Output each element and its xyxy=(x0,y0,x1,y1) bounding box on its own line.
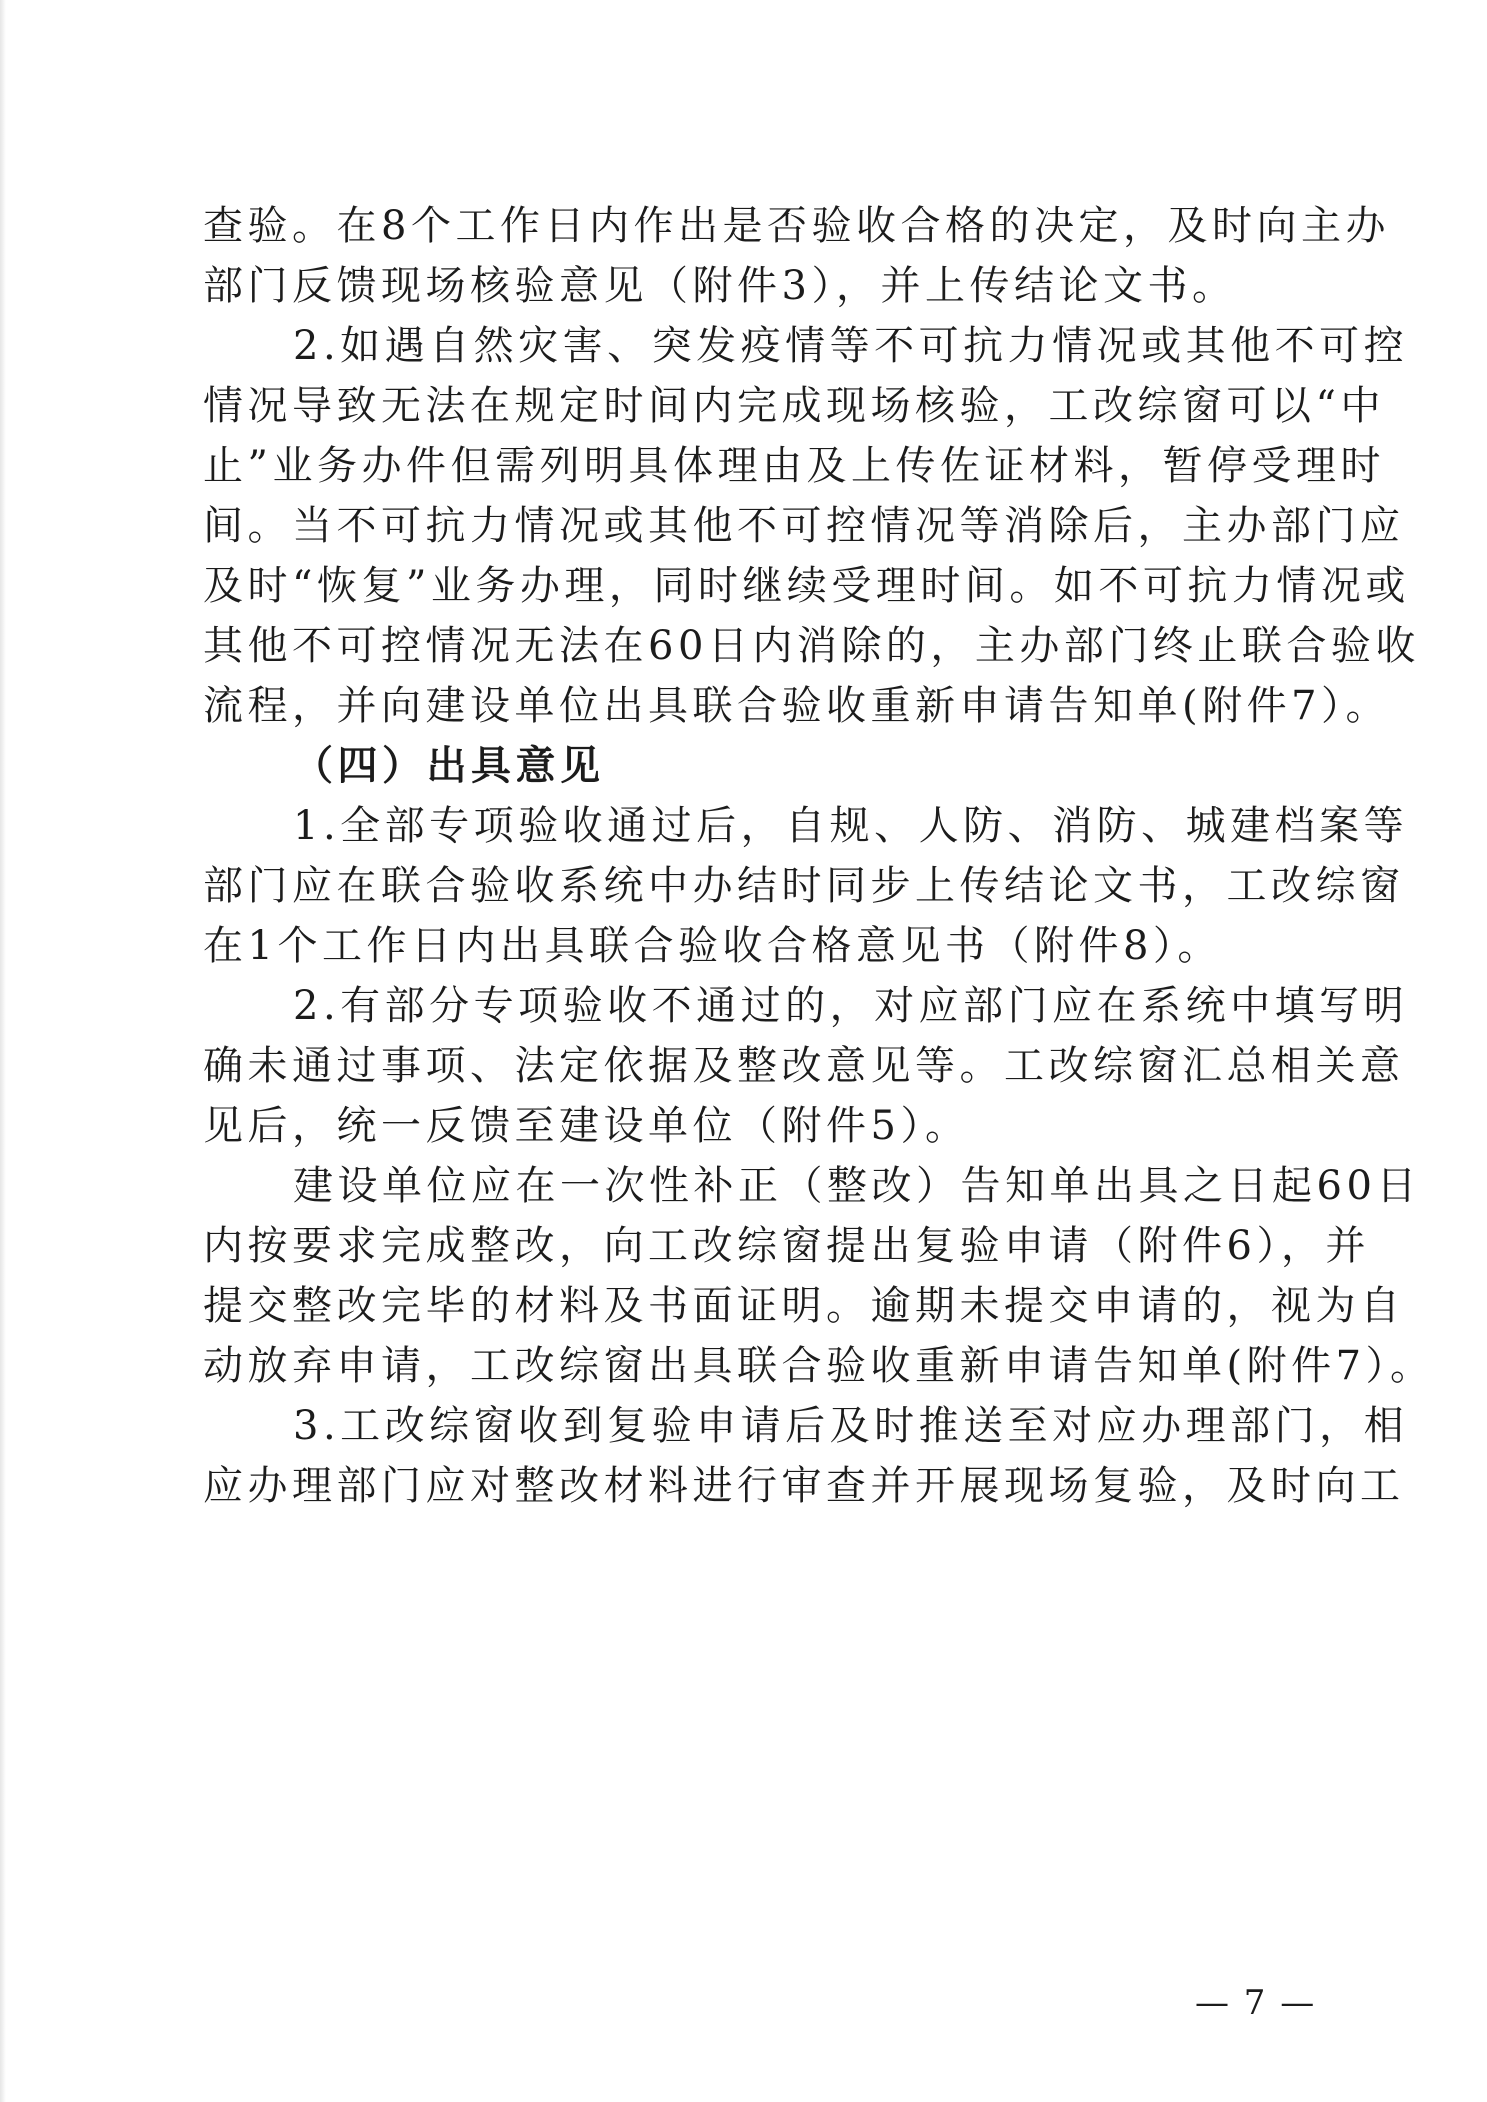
text-line: 内按要求完成整改，向工改综窗提出复验申请（附件6），并 xyxy=(203,1223,1370,1269)
text-line: 动放弃申请，工改综窗出具联合验收重新申请告知单(附件7）。 xyxy=(203,1343,1435,1389)
text-line: 部门反馈现场核验意见（附件3），并上传结论文书。 xyxy=(203,263,1237,309)
section-heading: （四）出具意见 xyxy=(293,742,605,789)
text-line: 应办理部门应对整改材料进行审查并开展现场复验，及时向工 xyxy=(203,1463,1405,1509)
text-line: 1.全部专项验收通过后，自规、人防、消防、城建档案等 xyxy=(293,803,1409,849)
text-line: 止”业务办件但需列明具体理由及上传佐证材料，暂停受理时 xyxy=(203,443,1385,489)
text-line: 确未通过事项、法定依据及整改意见等。工改综窗汇总相关意 xyxy=(203,1043,1405,1089)
text-line: 部门应在联合验收系统中办结时同步上传结论文书，工改综窗 xyxy=(203,863,1405,909)
text-line: 其他不可控情况无法在60日内消除的，主办部门终止联合验收 xyxy=(203,623,1420,669)
text-line: 2.如遇自然灾害、突发疫情等不可抗力情况或其他不可控 xyxy=(293,323,1409,369)
text-line: 3.工改综窗收到复验申请后及时推送至对应办理部门，相 xyxy=(293,1403,1409,1449)
text-line: 情况导致无法在规定时间内完成现场核验，工改综窗可以“中 xyxy=(203,383,1385,429)
text-line: 及时“恢复”业务办理，同时继续受理时间。如不可抗力情况或 xyxy=(203,563,1410,609)
text-line: 建设单位应在一次性补正（整改）告知单出具之日起60日 xyxy=(293,1163,1421,1209)
scan-edge-shadow xyxy=(0,0,6,2102)
text-line: 2.有部分专项验收不通过的，对应部门应在系统中填写明 xyxy=(293,983,1409,1029)
text-line: 见后，统一反馈至建设单位（附件5）。 xyxy=(203,1103,970,1149)
page-number: — 7 — xyxy=(1195,1983,1317,2023)
text-line: 在1个工作日内出具联合验收合格意见书（附件8）。 xyxy=(203,923,1222,969)
text-line: 查验。在8个工作日内作出是否验收合格的决定，及时向主办 xyxy=(203,203,1390,249)
text-line: 提交整改完毕的材料及书面证明。逾期未提交申请的，视为自 xyxy=(203,1283,1405,1329)
text-line: 间。当不可抗力情况或其他不可控情况等消除后，主办部门应 xyxy=(203,503,1405,549)
text-line: 流程，并向建设单位出具联合验收重新申请告知单(附件7）。 xyxy=(203,683,1391,729)
